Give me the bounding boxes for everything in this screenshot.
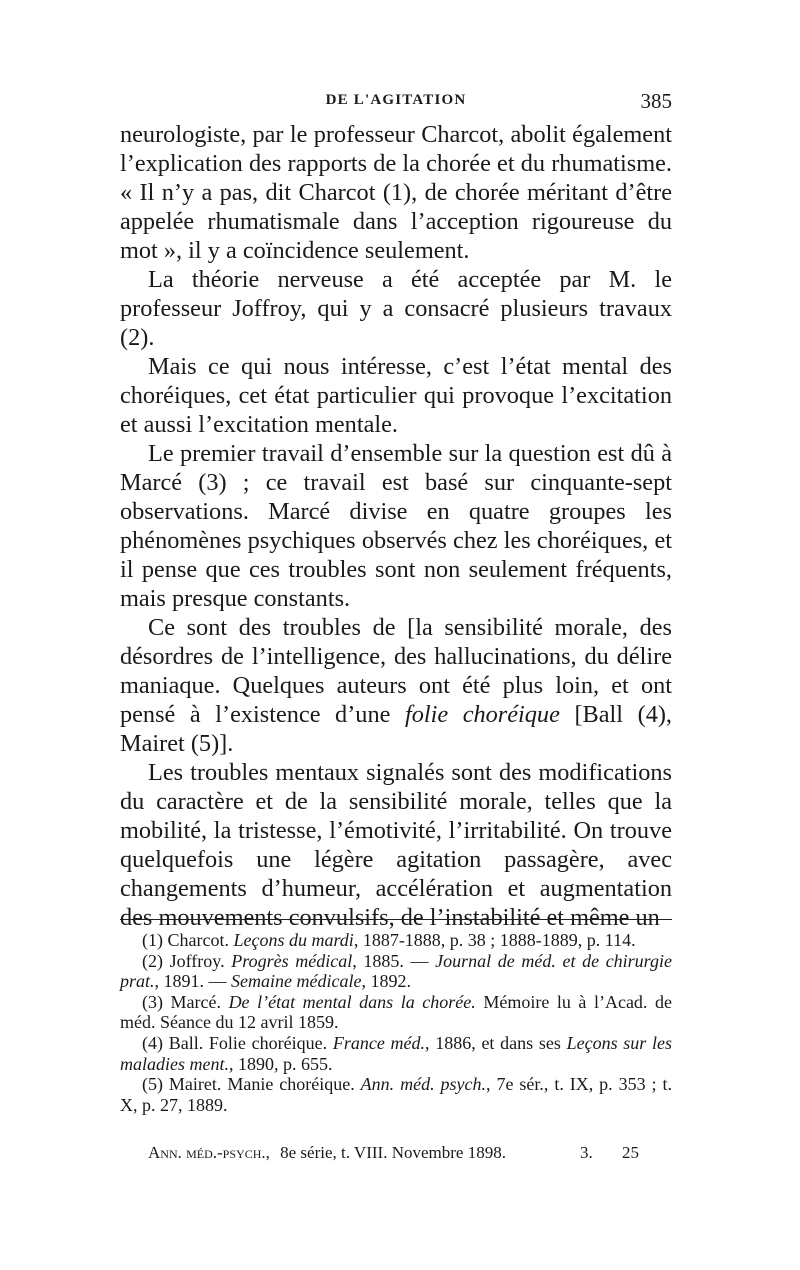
footnote-4: [120, 1033, 672, 1074]
footnote-4-title-1: France méd.: [332, 1032, 426, 1053]
paragraph-2: La théorie nerveuse a été acceptée par M. le professeur Joffroy, qui y a consacré plusieurs travaux (2).: [120, 266, 672, 351]
footnote-2-author: (2) Joffroy.: [142, 950, 232, 971]
paragraph-4: Le premier travail d’ensemble sur la question est dû à Marcé (3) ; ce travail est basé sur cinquante-sept observations. Marcé divise en quatre groupes les phénomènes psychiques observés chez les choréiques, et il pense que ces troubles sont non seulement fréquents, mais presque constants.: [120, 440, 672, 612]
footnote-4-author: (4) Ball. Folie choréique.: [142, 1032, 333, 1053]
footnote-3-title: De l’état mental dans la chorée.: [228, 991, 476, 1012]
running-title: DE L'AGITATION: [325, 92, 467, 108]
signature-series: 8e série, t. VIII. Novembre 1898.: [280, 1143, 506, 1162]
footnote-5-ref: , 7e sér., t. IX, p. 353 ; t. X, p. 27, 1889.: [120, 1074, 672, 1115]
paragraph-1: neurologiste, par le professeur Charcot, abolit également l’explication des rapports de la chorée et du rhumatisme. « Il n’y a pas, dit Charcot (1), de chorée méritant d’être appelée rhumatismale dans l’acception rigoureuse du mot », il y a coïncidence seulement.: [120, 121, 672, 264]
footnote-1-title: Leçons du mardi: [233, 930, 354, 950]
paragraph-3: Mais ce qui nous intéresse, c’est l’état mental des choréiques, cet état particulier qui provoque l’excitation et aussi l’excitation mentale.: [120, 353, 672, 438]
printer-signature: [148, 1143, 672, 1163]
footnote-2: [120, 951, 672, 992]
footnote-3: [120, 992, 672, 1033]
signature-page: 25: [622, 1143, 639, 1162]
footnote-5-author: (5) Mairet. Manie choréique.: [142, 1074, 361, 1095]
footnote-3-ref: Mémoire lu à l’Acad. de méd. Séance du 12 avril 1859.: [120, 991, 672, 1033]
footnote-2-ref-3: , 1892.: [361, 971, 411, 992]
footnote-1-author: (1) Charcot.: [142, 930, 234, 950]
footnote-4-ref-2: , 1890, p. 655.: [228, 1053, 333, 1074]
footnote-4-ref-1: , 1886, et dans ses: [425, 1032, 567, 1053]
running-head: [120, 89, 672, 116]
footnote-5-title: Ann. méd. psych.: [360, 1074, 487, 1095]
paragraph-5: [120, 613, 672, 758]
paragraph-5-italic: folie choréique: [404, 701, 560, 728]
footnote-2-title-1: Progrès médical: [231, 950, 353, 971]
signature-journal: Ann. méd.-psych.,: [148, 1143, 270, 1162]
footnotes: [120, 930, 672, 1115]
paragraph-5-text-a: Ce sont des troubles de [la sensibilité morale, des désordres de l’intelligence, des hallucinations, du délire maniaque. Quelques auteurs ont été plus loin, et ont pensé à l’existence d’une: [120, 614, 672, 728]
footnote-2-ref-1: , 1885. —: [352, 950, 436, 971]
paragraph-5-text-b: [Ball (4), Mairet (5)].: [120, 701, 673, 757]
paragraph-6: Les troubles mentaux signalés sont des modifications du caractère et de la sensibilité morale, telles que la mobilité, la tristesse, l’émotivité, l’irritabilité. On trouve quelquefois une légère agitation passagère, avec changements d’humeur, accélération et augmentation des mouvements convulsifs, de l’instabilité et même un: [120, 759, 672, 931]
footnote-1: [120, 930, 672, 951]
footnote-2-title-2: Journal de méd. et de chirurgie prat.: [120, 950, 673, 992]
footnote-4-title-2: Leçons sur les maladies ment.: [120, 1032, 673, 1074]
footnote-rule: [120, 919, 672, 920]
footnote-3-author: (3) Marcé.: [142, 991, 229, 1012]
body-text: [120, 120, 672, 932]
footnote-2-ref-2: , 1891. —: [154, 971, 232, 992]
footnote-5: [120, 1074, 672, 1115]
footnote-2-title-3: Semaine médicale: [231, 971, 362, 992]
signature-sheet: 3.: [580, 1143, 593, 1162]
footnote-1-ref: , 1887-1888, p. 38 ; 1888-1889, p. 114.: [353, 930, 636, 950]
page-number: 385: [640, 89, 672, 113]
